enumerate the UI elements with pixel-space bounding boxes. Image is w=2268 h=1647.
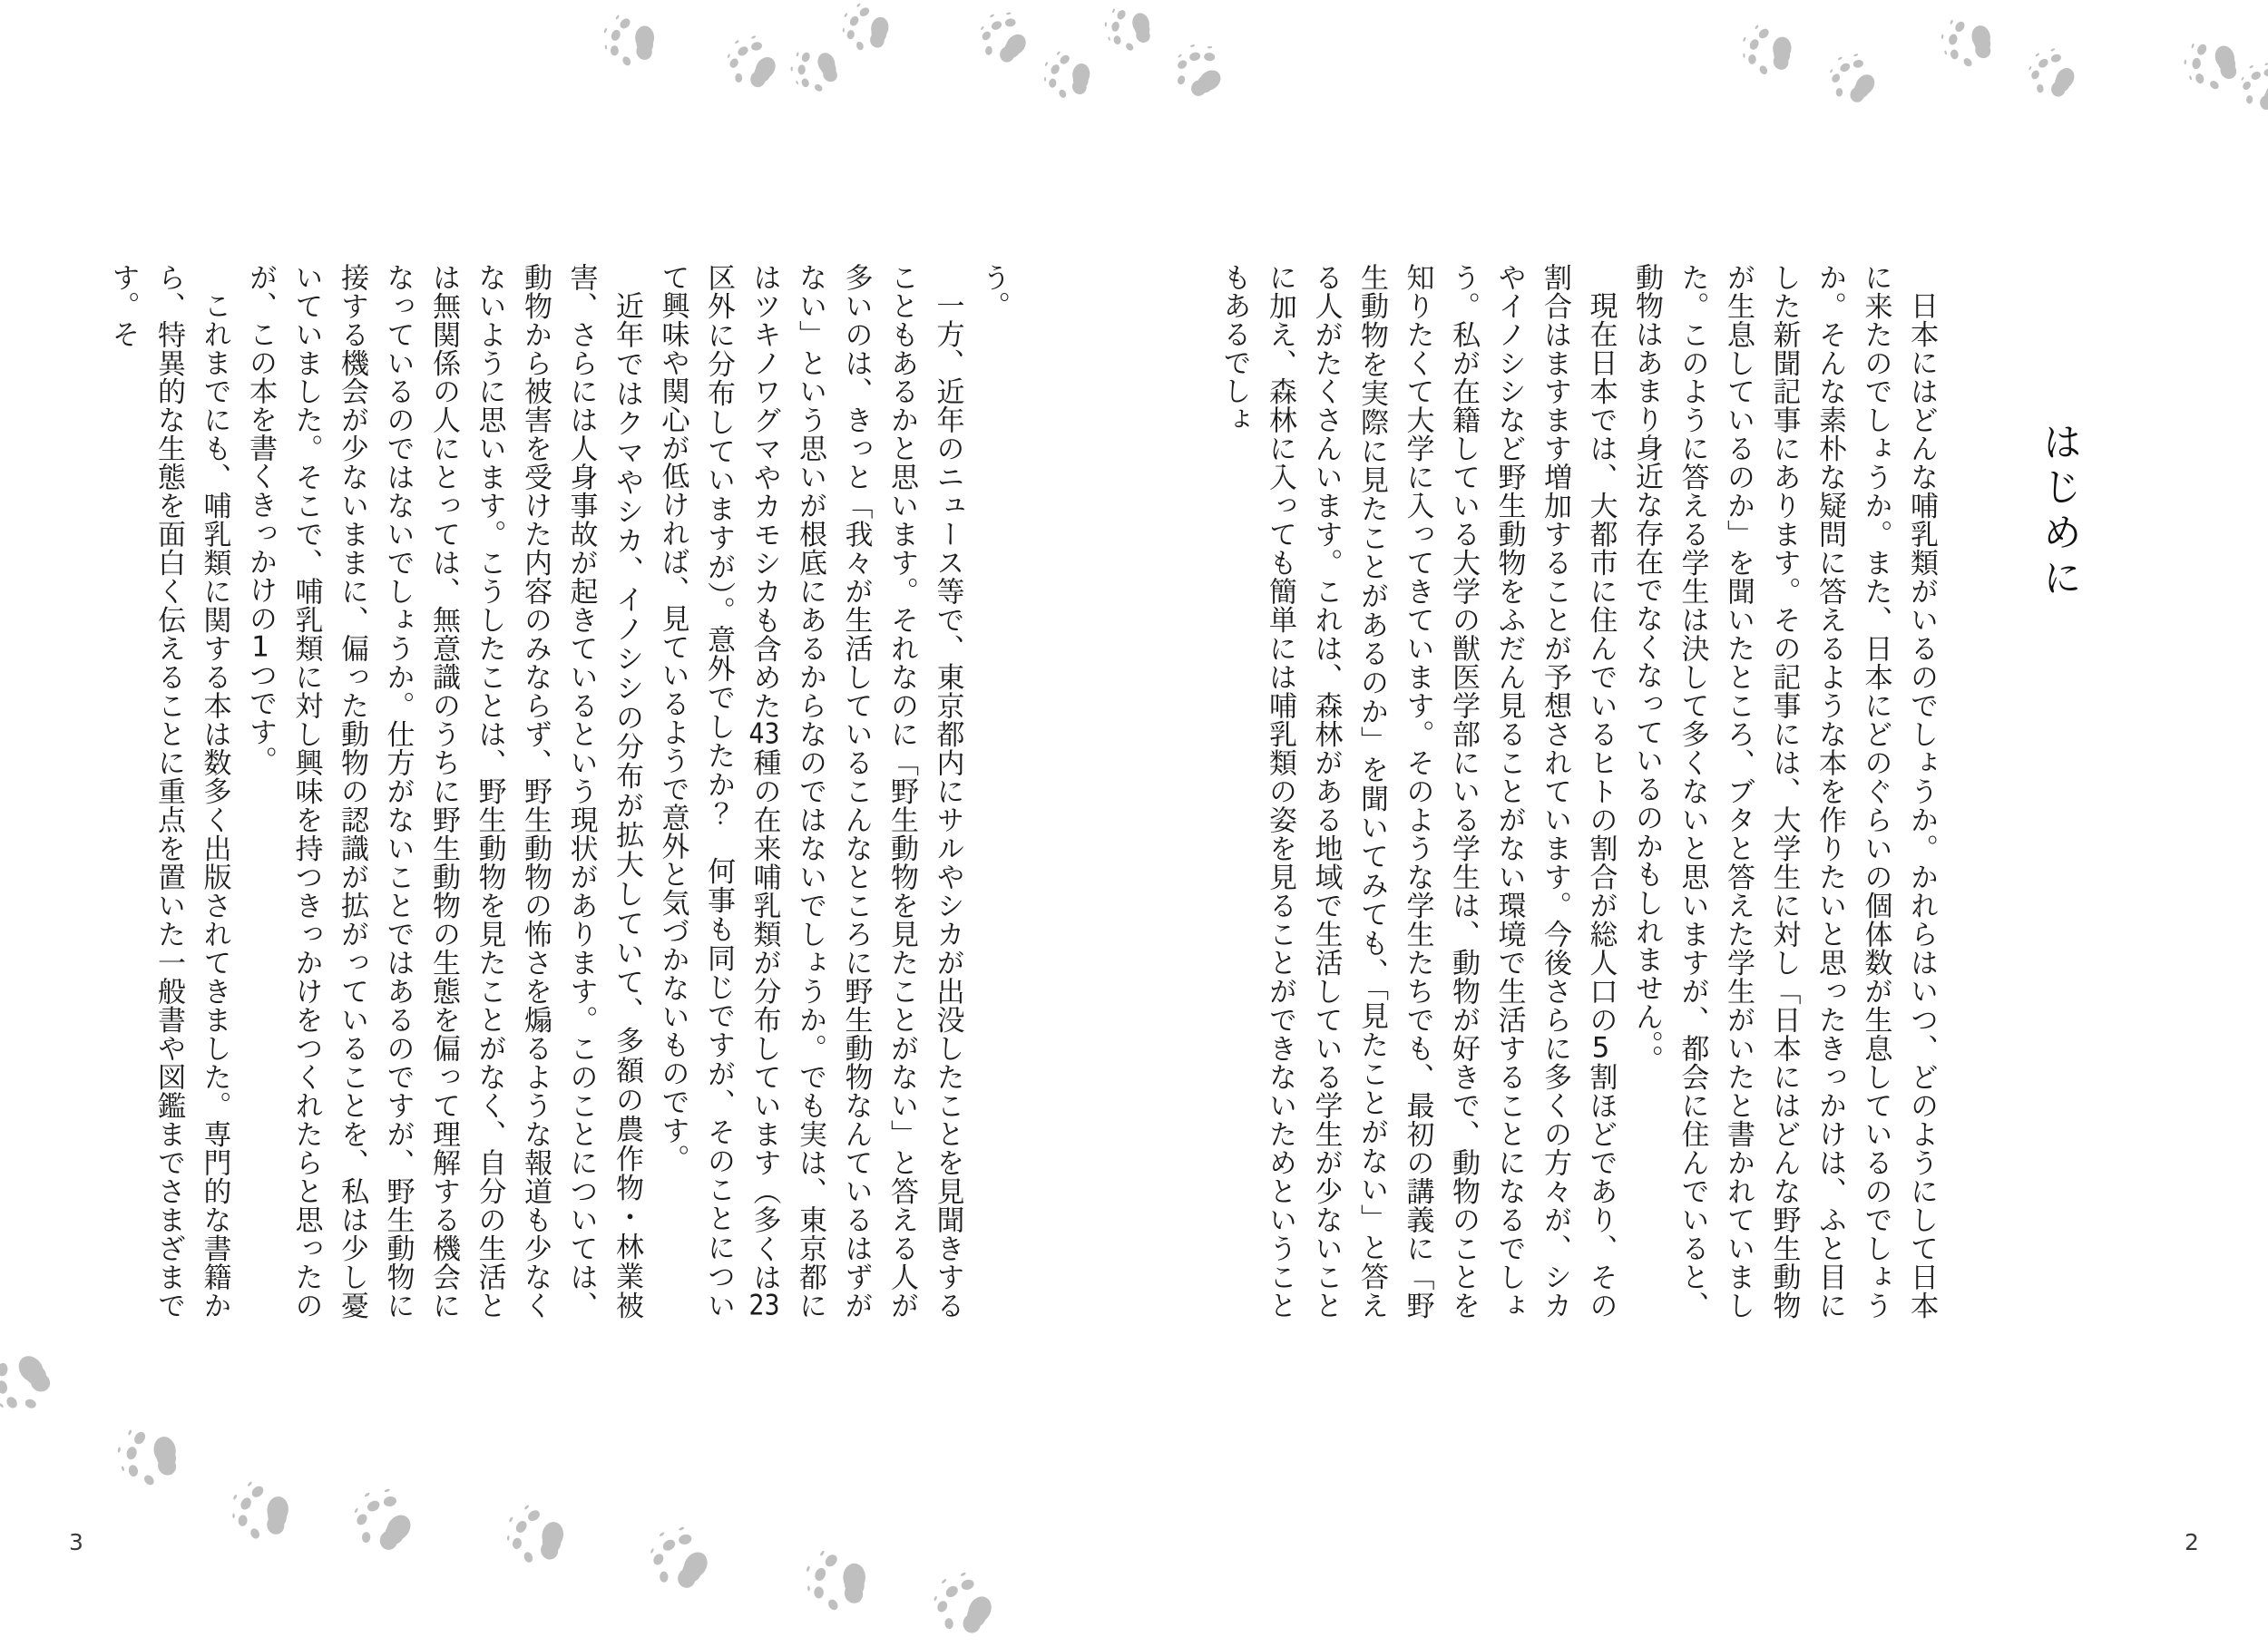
page-number-left: 3 [69,1529,83,1555]
paragraph: 一方、近年のニュース等で、東京都内にサルやシカが出没したことを見聞きすることもあるかと思います。それなのに「野生動物を見たことがない」と答える人が多いのは、きっと「我々が生活しているこんなところに野生動物なんているはずがない」という思いが根底にあるからなのではないでしょうか。でも実は、東京都にはツキノワグマやカモシカも含めた43種の在来哺乳類が分布しています（多くは23区外に分布していますが）。意外でしたか？ 何事も同じですが、そのことについて興味や関心が低ければ、見ているようで意外と気づかないものです。 [656,263,964,1320]
paragraph: これまでにも、哺乳類に関する本は数多く出版されてきました。専門的な書籍から、特異的な生態を面白く伝えることに重点を置いた一般書や図鑑までさまざまです。そ [106,263,231,1320]
horizontal-in-vertical-number: 43 [748,720,780,749]
horizontal-in-vertical-number: 1 [251,632,269,661]
paw-print-icon [1095,0,1169,64]
paw-print-icon [1931,0,2011,81]
paw-print-icon [1038,42,1105,109]
paw-print-icon [838,0,902,60]
paw-print-icon [502,1496,580,1574]
horizontal-in-vertical-number: 5 [1591,1034,1610,1063]
paw-print-icon [1821,45,1892,116]
paw-print-icon [595,1,673,79]
paw-print-icon [2173,20,2259,106]
horizontal-in-vertical-number: 23 [748,1291,780,1320]
page-number-right: 2 [2185,1529,2199,1555]
right-page-body-text [1211,263,1944,1320]
paw-print-icon [225,1470,307,1552]
paragraph: 現在日本では、大都市に住んでいるヒトの割合が総人口の5割ほどであり、その割合はますます増加することが予想されています。今後さらに多くの方々が、シカやイノシシなど野生動物をふだん見ることがない環境で生活することになるでしょう。私が在籍している大学の獣医学部にいる学生は、動物が好きで、動物のことを知りたくて大学に入ってきています。そのような学生たちでも、最初の講義に「野生動物を実際に見たことがあるのか」を聞いてみても、「見たことがない」と答える人がたくさんいます。これは、森林がある地域で生活している学生が少ないことに加え、森林に入っても簡単には哺乳類の姿を見ることができないためということもあるでしょ [1217,263,1618,1320]
paw-print-icon [343,1478,432,1567]
paw-print-icon [105,1407,200,1502]
paragraph: 近年ではクマやシカ、イノシシの分布が拡大していて、多額の農作物・林業被害、さらには人身事故が起きているという現状があります。このことについては、動物から被害を受けた内容のみならず、野生動物の怖さを煽るような報道も少なくないように思います。こうしたことは、野生動物を見たことがなく、自分の生活とは無関係の人にとっては、無意識のうちに野生動物の生態を偏って理解する機会になっているのではないでしょうか。仕方がないことではあるのですが、野生動物に接する機会が少ないままに、偏った動物の認識が拡がっていることを、私は少し憂いていました。そこで、哺乳類に対し興味を持つきっかけをつくれたらと思ったのが、この本を書くきっかけの1つです。 [244,263,643,1320]
paragraph: う。 [977,263,1010,320]
paragraph: 日本にはどんな哺乳類がいるのでしょうか。かれらはいつ、どのようにして日本に来たのでしょうか。また、日本にどのぐらいの個体数が生息しているのでしょうか。そんな素朴な疑問に答えるような本を作りたいと思ったきっかけは、ふと目にした新聞記事にあります。その記事には、大学生に対し「日本にはどんな野生動物が生息しているのか」を聞いたところ、ブタと答えた学生がいたと書かれていました。このように答える学生は決して多くないと思いますが、都会に住んでいると、動物はあまり身近な存在でなくなっているのかもしれません。。 [1630,263,1938,1320]
paw-print-icon [641,1518,728,1604]
paw-print-icon [0,1328,73,1428]
paw-print-icon [719,28,792,101]
paw-print-icon [780,30,856,106]
paw-print-icon [797,1535,888,1626]
paw-print-icon [927,1565,1009,1647]
paw-print-icon [2232,54,2268,124]
paw-print-icon [1160,32,1244,115]
page-title: はじめに [2037,422,2082,603]
paw-print-icon [1735,14,1809,87]
paw-print-icon [969,2,1044,77]
paw-print-icon [2022,42,2089,109]
left-page-body-text [100,263,1016,1320]
